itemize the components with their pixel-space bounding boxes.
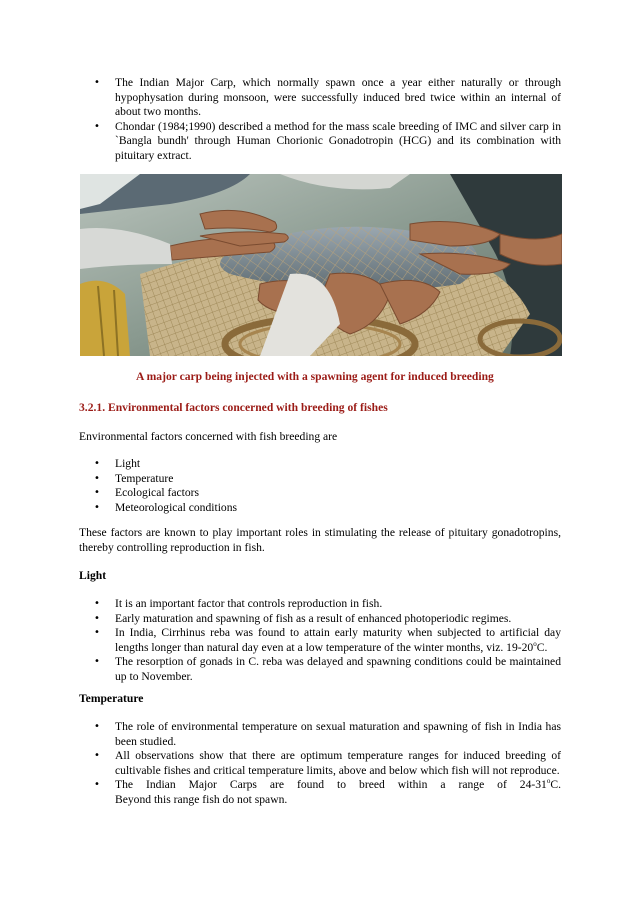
list-item: • The role of environmental temperature on sexual maturation and spawning of fish in India has been studied. xyxy=(115,720,561,749)
section-intro: Environmental factors concerned with fish breeding are xyxy=(79,430,338,443)
temperature-heading: Temperature xyxy=(79,692,144,705)
list-item: • All observations show that there are optimum temperature ranges for induced breeding of cultivable fishes and critical temperature limits, above and below which fish will not reproduce. xyxy=(115,749,561,778)
section-heading: 3.2.1. Environmental factors concerned with breeding of fishes xyxy=(79,401,388,414)
list-item: • Meteorological conditions xyxy=(115,501,415,516)
intro-bullet-list xyxy=(115,76,561,163)
list-item xyxy=(115,778,561,793)
degree-sup: o xyxy=(546,777,551,786)
list-item: • Early maturation and spawning of fish as a result of enhanced photoperiodic regimes. xyxy=(115,612,561,627)
list-item-text: The Indian Major Carps are found to breed within a range of 24-31 xyxy=(115,778,547,791)
figure-caption: A major carp being injected with a spawning agent for induced breeding xyxy=(136,370,494,383)
temperature-bullet-list xyxy=(115,720,561,807)
carp-injection-photo xyxy=(80,174,562,356)
photo-illustration xyxy=(80,174,562,356)
section-summary: These factors are known to play important roles in stimulating the release of pituitary gonadotropins, thereby controlling reproduction in fish. xyxy=(79,526,561,554)
list-item-text-end: C. xyxy=(536,640,548,654)
degree-sup: o xyxy=(533,639,537,648)
list-item-continuation: Beyond this range fish do not spawn. xyxy=(115,792,288,806)
list-item: • Chondar (1984;1990) described a method for the mass scale breeding of IMC and silver carp in `Bangla bundh' through Human Chorionic Gonadotropin (HCG) and its combination with pituitary extract. xyxy=(115,120,561,164)
list-item: • Light xyxy=(115,457,415,472)
list-item: • The resorption of gonads in C. reba was delayed and spawning conditions could be maintained up to November. xyxy=(115,655,561,684)
factor-list xyxy=(115,457,415,515)
list-item-text-end: C. xyxy=(550,778,561,791)
list-item xyxy=(115,626,561,655)
list-item: • It is an important factor that controls reproduction in fish. xyxy=(115,597,561,612)
list-item: • Temperature xyxy=(115,472,415,487)
light-bullet-list xyxy=(115,597,561,684)
list-item-text: In India, Cirrhinus reba was found to attain early maturity when subjected to artificial day lengths longer than natural day even at a low temperature of the winter months, viz. 19-20 xyxy=(115,626,561,654)
light-heading: Light xyxy=(79,569,107,582)
list-item: • The Indian Major Carp, which normally spawn once a year either naturally or through hypophysation during monsoon, were successfully induced bred twice within an internal of about two months. xyxy=(115,76,561,120)
list-item: • Ecological factors xyxy=(115,486,415,501)
